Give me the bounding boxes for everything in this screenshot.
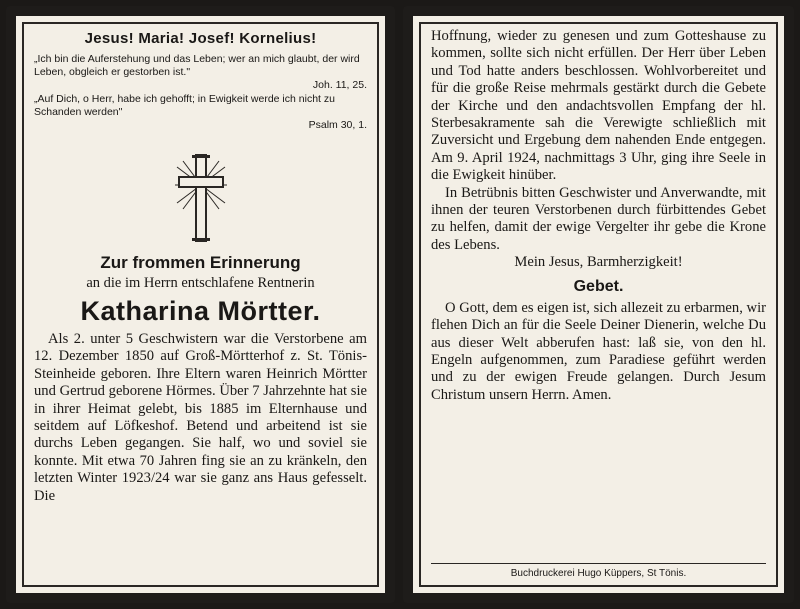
- biography-text: [34, 331, 367, 505]
- invocation-header: Jesus! Maria! Josef! Kornelius!: [84, 30, 317, 47]
- dedication-line: an die im Herrn entschlafene Rentnerin: [86, 275, 315, 291]
- left-paper: [16, 16, 385, 593]
- cross-icon: [34, 153, 367, 245]
- mercy-invocation: Mein Jesus, Barmherzigkeit!: [514, 254, 683, 271]
- prayer-block: [431, 300, 766, 404]
- continuation-text: [431, 28, 766, 272]
- printer-imprint: Buchdruckerei Hugo Küppers, St Tönis.: [431, 563, 766, 579]
- left-frame: [22, 22, 379, 587]
- deceased-name: Katharina Mörtter.: [80, 296, 321, 326]
- right-paper: [413, 16, 784, 593]
- death-paragraph: Hoffnung, wieder zu genesen und zum Gotteshause zu kommen, sollte sich nicht erfüllen. Der Herr über Leben und Tod hatte anders beschlossen. Wohlvorbereitet und für die große Reise mehrmals gestärkt durch die Gebete der Kirche und den andachtsvollen Empfang der hl. Sterbesakramente sah die Verewigte schließlich mit Zuversicht und Ergebung dem nahenden Ende entgegen. Am 9. April 1924, nachmittags 3 Uhr, ging ihre Seele in die Ewigkeit hinüber.: [431, 28, 766, 184]
- quote-john: „Ich bin die Auferstehung und das Leben; wer an mich glaubt, der wird Leben, obgleich er gestorben ist.": [34, 53, 360, 78]
- prayer-text: O Gott, dem es eigen ist, sich allezeit zu erbarmen, wir flehen Dich an für die Seele Deiner Dienerin, welche Du aus dieser Welt abberufen hast: laß sie, von den hl. Engeln aufgenommen, zum Paradiese geführt werden und zu der ewigen Freude gelangen. Durch Jesum Christum unsern Herrn. Amen.: [431, 299, 766, 403]
- request-paragraph: In Betrübnis bitten Geschwister und Anverwandte, mit ihnen der teuren Verstorbenen durch fürbittendes Gebet zu helfen, damit der ewige Vergelter ihr gebe die Krone des Lebens.: [431, 184, 766, 253]
- biography-paragraph: Als 2. unter 5 Geschwistern war die Verstorbene am 12. Dezember 1850 auf Groß-Mörtterhof z. St. Tönis-Steinheide geboren. Ihre Eltern waren Heinrich Mörtter und Gertrud geborene Hörmes. Über 7 Jahrzehnte hat sie in ihrer Heimat gelebt, bis 1885 im Elternhause und seitdem auf Löfkeshof. Betend und arbeitend ist sie durchs Leben gegangen. Sie half, wo und soviel sie konnte. Mit etwa 70 Jahren fing sie an zu kränkeln, den letzten Winter 1923/24 war sie ganz ans Haus gefesselt. Die: [34, 331, 367, 504]
- prayer-title: Gebet.: [573, 277, 624, 295]
- quote-john-ref: Joh. 11, 25.: [312, 79, 367, 91]
- right-frame: [419, 22, 778, 587]
- left-card: [6, 6, 395, 603]
- right-card: [403, 6, 794, 603]
- memorial-subtitle: Zur frommen Erinnerung: [100, 253, 301, 272]
- quote-psalm: „Auf Dich, o Herr, habe ich gehofft; in Ewigkeit werde ich nicht zu Schanden werden": [34, 93, 335, 118]
- quote-psalm-ref: Psalm 30, 1.: [308, 119, 367, 131]
